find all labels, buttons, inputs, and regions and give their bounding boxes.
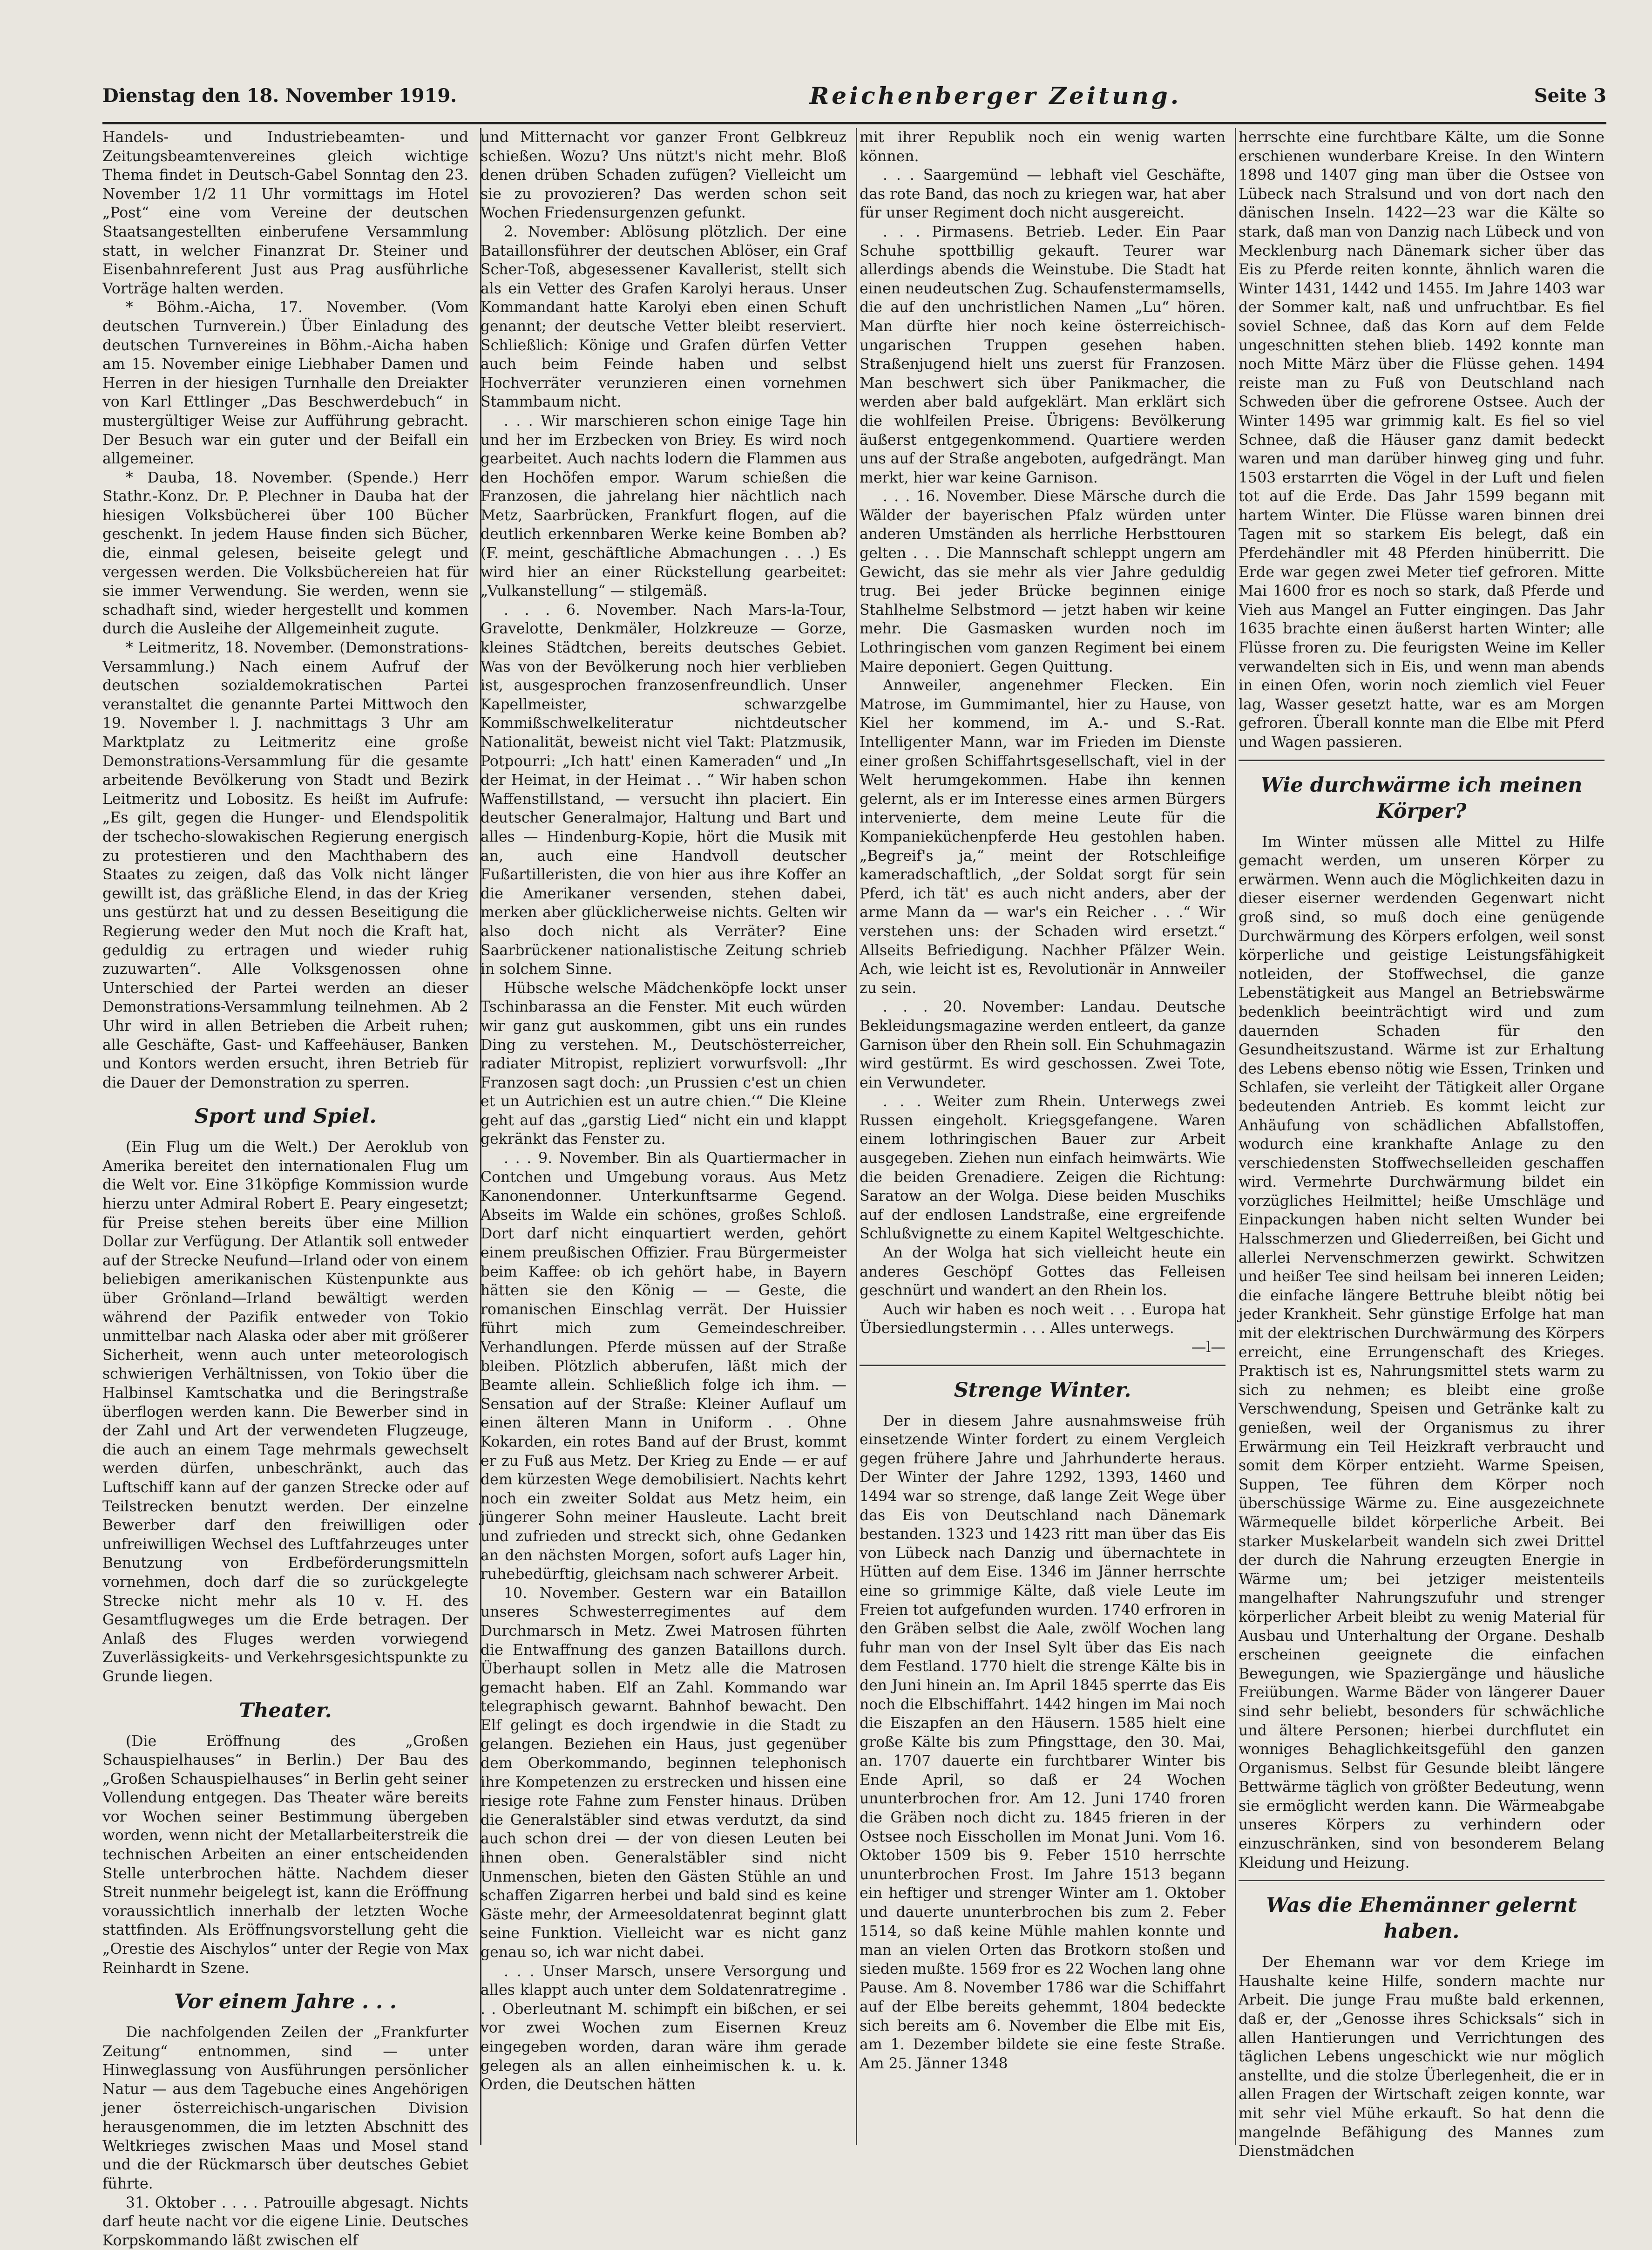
article-paragraph: . . . Saargemünd — lebhaft viel Geschäfte, das rote Band, das noch zu kriegen war, hat aber für unser Regiment doch nicht ausgereicht. [860, 167, 1225, 222]
article-paragraph: 10. November. Gestern war ein Bataillon unseres Schwesterregimentes auf dem Durchmarsch in Metz. Zwei Matrosen führten die Entwaffnung des ganzen Bataillons durch. Überhaupt sollen in Metz alle die Matrosen gemacht haben. Elf an Zahl. Kommando war telegraphisch gewarnt. Bahnhof bewacht. Den Elf gelingt es doch irgendwie in die Stadt zu gelangen. Beziehen ein Haus, just gegenüber dem Oberkommando, beginnen telephonisch ihre Kompetenzen zu erstrecken und hissen eine riesige rote Fahne zum Fenster hinaus. Drüben die Generalstäbler sind etwas verdutzt, da sind auch schon drei — der von diesen Leuten bei ihnen oben. Generalstäbler sind nicht Unmenschen, bieten den Gästen Stühle an und schaffen Zigarren herbei und bald sind es keine Gäste mehr, der Armeesoldatenrat beginnt glatt seine Funktion. Vielleicht war es nicht ganz genau so, ich war nicht dabei. [481, 1584, 846, 1961]
column-4 [1239, 128, 1605, 2160]
article-paragraph: . . . 20. November: Landau. Deutsche Bekleidungsmagazine werden entleert, da ganze Garnison über den Rhein soll. Ein Schuhmagazin wird gestürmt. Es wird geschossen. Zwei Tote, ein Verwundeter. [860, 999, 1225, 1091]
article-paragraph: . . . Pirmasens. Betrieb. Leder. Ein Paar Schuhe spottbillig gekauft. Teurer war allerdings abends die Weinstube. Die Stadt hat einen neudeutschen Zug. Schaufenstermamsells, die auf den unchristlichen Namen „Lu“ hören. Man dürfte hier noch keine österreichisch-ungarischen Truppen gesehen haben. Straßenjugend hielt uns zuerst für Franzosen. Man beschwert sich über Panikmacher, die werden aber bald aufgeklärt. Man erklärt sich die wohlfeilen Preise. Übrigens: Bevölkerung äußerst entgegenkommend. Quartiere werden uns auf der Straße angeboten, aufgedrängt. Man merkt, hier war keine Garnison. [860, 223, 1225, 486]
issue-date: Dienstag den 18. November 1919. [102, 84, 457, 107]
article-paragraph: . . . Weiter zum Rhein. Unterwegs zwei Russen eingeholt. Kriegsgefangene. Waren einem lothringischen Bauer zur Arbeit ausgegeben. Ziehen nun einfach heimwärts. Wie die beiden Grenadiere. Zeigen die Richtung: Saratow an der Wolga. Diese beiden Muschiks auf der endlosen Landstraße, eine ergreifende Schlußvignette zu einem Kapitel Weltgeschichte. [860, 1093, 1225, 1243]
article-paragraph: Der in diesem Jahre ausnahmsweise früh einsetzende Winter fordert zu einem Vergleich gegen frühere Jahre und Jahrhunderte heraus. Der Winter der Jahre 1292, 1393, 1460 und 1494 war so strenge, daß lange Zeit Wege über das Eis von Deutschland nach Dänemark bestanden. 1323 und 1423 ritt man über das Eis von Lübeck nach Danzig und übernachtete in Hütten auf dem Eise. 1346 im Jänner herrschte eine so grimmige Kälte, daß viele Leute im Freien tot aufgefunden wurden. 1740 erfroren in den Gräben selbst die Aale, zwölf Wochen lang fuhr man von der Insel Sylt über das Eis nach dem Festland. 1770 hielt die strenge Kälte bis in den Juni hinein an. Im April 1845 sperrte das Eis noch die Elbschiffahrt. 1442 hingen im Mai noch die Eiszapfen an den Häusern. 1585 hielt eine große Kälte bis zum Pfingsttage, den 30. Mai, an. 1707 dauerte ein furchtbarer Winter bis Ende April, so daß er 24 Wochen ununterbrochen fror. Am 12. Juni 1740 froren die Gräben noch dicht zu. 1845 frieren in der Ostsee noch Eisschollen im Monat Juni. Vom 16. Oktober 1509 bis 9. Feber 1510 herrschte ununterbrochen Frost. Im Jahre 1513 begann ein heftiger und strenger Winter am 1. Oktober und dauerte ununterbrochen bis zum 2. Feber 1514, so daß keine Mühle mahlen konnte und man an vielen Orten das Brotkorn stoßen und sieden mußte. 1569 fror es 22 Wochen lang ohne Pause. Am 8. November 1786 war die Schiffahrt auf der Elbe bereits gehemmt, 1804 bedeckte sich bereits am 6. November die Elbe mit Eis, am 1. Dezember bildete sie eine feste Straße. Am 25. Jänner 1348 [860, 1412, 1225, 2072]
article-paragraph: Annweiler, angenehmer Flecken. Ein Matrose, im Gummimantel, hier zu Hause, von Kiel her kommend, im A.- und S.-Rat. Intelligenter Mann, war im Frieden im Dienste einer großen Schiffahrtsgesellschaft, viel in der Welt herumgekommen. Habe ihn kennen gelernt, als er im Interesse eines armen Bürgers intervenierte, dem meine Leute für die Kompanieküchenpferde Heu gestohlen haben. „Begreif's ja,“ meint der Rotschleifige kameradschaftlich, „der Soldat sorgt für sein Pferd, ich tät' es auch nicht anders, aber der arme Mann da — war's ein Reicher . . .“ Wir verstehen uns: der Schaden wird ersetzt.“ Allseits Befriedigung. Nachher Pfälzer Wein. Ach, wie leicht ist es, Revolutionär in Annweiler zu sein. [860, 677, 1225, 997]
section-heading: Vor einem Jahre . . . [174, 1990, 397, 2014]
article-paragraph: . . . 6. November. Nach Mars-la-Tour, Gravelotte, Denkmäler, Holzkreuze — Gorze, kleines Städtchen, bereits deutsches Gebiet. Was von der Bevölkerung noch hier verblieben ist, ausgesprochen franzosenfreundlich. Unser Kapellmeister, schwarzgelbe Kommißschwelkeliteratur nichtdeutscher Nationalität, beweist nicht viel Takt: Platzmusik, Potpourri: „Ich hatt' einen Kameraden“ und „In der Heimat, in der Heimat . . “ Wir haben schon Waffenstillstand, — versucht ihn placiert. Ein deutscher Generalmajor, Haltung und Bart und alles — Hindenburg-Kopie, hört die Musik mit an, auch eine Handvoll deutscher Fußartilleristen, die von hier aus ihre Koffer an die Amerikaner versenden, stehen dabei, merken aber glücklicherweise nichts. Gelten wir also doch nicht als Verräter? Eine Saarbrückener nationalistische Zeitung schrieb in solchem Sinne. [481, 601, 846, 978]
article-paragraph: und Mitternacht vor ganzer Front Gelbkreuz schießen. Wozu? Uns nützt's nicht mehr. Bloß denen drüben Schaden zufügen? Vielleicht um sie zu provozieren? Das werden schon seit Wochen Friedensurgenzen gefunkt. [481, 129, 846, 222]
article-paragraph: herrschte eine furchtbare Kälte, um die Sonne erschienen wunderbare Kreise. In den Wintern 1898 und 1407 ging man über die Ostsee von Lübeck nach Stralsund und von dort nach den dänischen Inseln. 1422—23 war die Kälte so stark, daß man von Danzig nach Lübeck und von Mecklenburg nach Dänemark sicher über das Eis zu Pferde reiten konnte, ähnlich waren die Winter 1431, 1442 und 1455. Im Jahre 1403 war der Sommer kalt, naß und unfruchtbar. Es fiel soviel Schnee, daß das Korn auf dem Felde ungeschnitten stehen blieb. 1492 konnte man noch Mitte März über die Flüsse gehen. 1494 reiste man zu Fuß von Deutschland nach Schweden über die gefrorene Ostsee. Auch der Winter 1495 war grimmig kalt. Es fiel so viel Schnee, daß die Häuser ganz damit bedeckt waren und man darüber hinweg ging und fuhr. 1503 erstarrten die Vögel in der Luft und fielen tot auf die Erde. Das Jahr 1599 begann mit hartem Winter. Die Flüsse waren binnen drei Tagen mit so starkem Eis belegt, daß ein Pferdehändler mit 48 Pferden hinüberritt. Die Erde war gegen zwei Meter tief gefroren. Mitte Mai 1600 fror es noch so stark, daß Pferde und Vieh aus Mangel an Futter eingingen. Das Jahr 1635 brachte einen äußerst harten Winter; alle Flüsse froren zu. Die feurigsten Weine im Keller verwandelten sich in Eis, und wenn man abends in einen Ofen, worin noch ziemlich viel Feuer lag, Wasser gesetzt hatte, war es am Morgen gefroren. Überall konnte man die Elbe mit Pferd und Wagen passieren. [1239, 129, 1605, 751]
article-paragraph: 2. November: Ablösung plötzlich. Der eine Bataillonsführer der deutschen Ablöser, ein Graf Scher-Toß, abgesessener Kavallerist, stellt sich als ein Vetter des Grafen Karolyi heraus. Unser Kommandant hatte Karolyi eben einen Schuft genannt; der deutsche Vetter bleibt reserviert. Schließlich: Könige und Grafen dürfen Vetter auch beim Feinde haben und selbst Hochverräter verunzieren einen vornehmen Stammbaum nicht. [481, 223, 846, 411]
page-number: Seite 3 [1534, 84, 1606, 107]
section-heading: Theater. [239, 1699, 332, 1722]
article-paragraph: Handels- und Industriebeamten- und Zeitungsbeamtenvereines gleich wichtige Thema findet in Deutsch-Gabel Sonntag den 23. November 1/2 11 Uhr vormittags im Hotel „Post“ eine vom Vereine der deutschen Staatsangestellten einberufene Versammlung statt, in welcher Finanzrat Dr. Steiner und Eisenbahnreferent Just aus Prag ausführliche Vorträge halten werden. [102, 129, 468, 297]
newspaper-name: Reichenberger Zeitung. [809, 82, 1182, 109]
article-paragraph: * Dauba, 18. November. (Spende.) Herr Stathr.-Konz. Dr. P. Plechner in Dauba hat der hiesigen Volksbücherei über 100 Bücher geschenkt. In jedem Hause finden sich Bücher, die, einmal gelesen, beiseite gelegt und vergessen werden. Die Volksbüchereien hat für sie immer Verwendung. Sie werden, wenn sie schadhaft sind, wieder hergestellt und kommen durch die Ausleihe der Allgemeinheit zugute. [102, 469, 468, 638]
section-heading: Wie durchwärme ich meinen Körper? [1260, 773, 1583, 823]
article-paragraph: 31. Oktober . . . . Patrouille abgesagt. Nichts darf heute nacht vor die eigene Linie. Deutsches Korpskommando läßt zwischen elf [102, 2194, 468, 2249]
article-paragraph: . . . 16. November. Diese Märsche durch die Wälder der bayerischen Pfalz würden unter anderen Umständen als herrliche Herbsttouren gelten . . . Die Mannschaft schleppt ungern am Gewicht, das sie mehr als vier Jahre geduldig trug. Bei jeder Brücke beginnen einige Stahlhelme Selbstmord — jetzt haben wir keine mehr. Die Gasmasken wurden noch im Lothringischen vom ganzen Regiment bei einem Maire deponiert. Gegen Quittung. [860, 488, 1225, 675]
article-paragraph: * Leitmeritz, 18. November. (Demonstrations-Versammlung.) Nach einem Aufruf der deutschen sozialdemokratischen Partei veranstaltet die genannte Partei Mittwoch den 19. November l. J. nachmittags 3 Uhr am Marktplatz zu Leitmeritz eine große Demonstrations-Versammlung für die gesamte arbeitende Bevölkerung von Stadt und Bezirk Leitmeritz und Lobositz. Es heißt im Aufrufe: „Es gilt, gegen die Hunger- und Elendspolitik der tschecho-slowakischen Regierung energisch zu protestieren und den Machthabern des Staates zu zeigen, daß das Volk nicht länger gewillt ist, das gräßliche Elend, in das der Krieg uns gestürzt hat und zu dessen Beseitigung die Regierung weder den Mut noch die Kraft hat, geduldig zu ertragen und wieder ruhig zuzuwarten“. Alle Volksgenossen ohne Unterschied der Partei werden an dieser Demonstrations-Versammlung teilnehmen. Ab 2 Uhr wird in allen Betrieben die Arbeit ruhen; alle Geschäfte, Gast- und Kaffeehäuser, Banken und Kontors werden ersucht, ihren Betrieb für die Dauer der Demonstration zu sperren. [102, 639, 468, 1091]
article-paragraph: mit ihrer Republik noch ein wenig warten können. [860, 129, 1225, 165]
article-paragraph: Auch wir haben es noch weit . . . Europa hat Übersiedlungstermin . . . Alles unterwegs. [860, 1301, 1225, 1337]
header-rule [102, 122, 1606, 124]
article-paragraph: Die nachfolgenden Zeilen der „Frankfurter Zeitung“ entnommen, sind — unter Hinweglassung von Ausführungen persönlicher Natur — aus dem Tagebuche eines Angehörigen jener österreichisch-ungarischen Division herausgenommen, die im letzten Abschnitt des Weltkrieges zwischen Maas und Mosel stand und die der Rückmarsch über deutsches Gebiet führte. [102, 2024, 468, 2192]
article-paragraph: Im Winter müssen alle Mittel zu Hilfe gemacht werden, um unseren Körper zu erwärmen. Wenn auch die Möglichkeiten dazu in dieser eiserner werdenden Gegenwart nicht groß sind, so muß doch eine genügende Durchwärmung des Körpers erfolgen, weil sonst körperliche und geistige Leistungsfähigkeit notleiden, der Stoffwechsel, die ganze Lebenstätigkeit aus Mangel an Betriebswärme bedenklich beeinträchtigt wird und zum dauernden Schaden für den Gesundheitszustand. Wärme ist zur Erhaltung des Lebens ebenso nötig wie Essen, Trinken und Schlafen, sie verleiht der Tätigkeit aller Organe bedeutenden Antrieb. Es kommt leicht zur Anhäufung von schädlichen Abfallstoffen, wodurch eine krankhafte Anlage zu den verschiedensten Stoffwechselleiden geschaffen wird. Vermehrte Durchwärmung bildet ein vorzügliches Heilmittel; heiße Umschläge und Einpackungen haben nicht selten Wunder bei Halsschmerzen und Gliederreißen, bei Gicht und allerlei Nervenschmerzen gewirkt. Schwitzen und heißer Tee sind heilsam bei inneren Leiden; die einfache längere Bettruhe bleibt nötig bei jeder Krankheit. Sehr günstige Erfolge hat man mit der elektrischen Durchwärmung des Körpers erreicht, eine Errungenschaft des Krieges. Praktisch ist es, Nahrungsmittel stets warm zu sich zu nehmen; es bleibt eine große Verschwendung, Speisen und Getränke kalt zu genießen, weil der Organismus zu ihrer Erwärmung ein Teil Heizkraft verbraucht und somit dem Körper entzieht. Warme Speisen, Suppen, Tee führen dem Körper noch überschüssige Wärme zu. Eine ausgezeichnete Wärmequelle bildet körperliche Arbeit. Bei starker Muskelarbeit wandeln sich zwei Drittel der durch die Nahrung erzeugten Energie in Wärme um; bei jetziger meistenteils mangelhafter Nahrungszufuhr und strenger körperlicher Arbeit bleibt zu wenig Material für Ausbau und Unterhaltung der Organe. Deshalb erscheinen geeignete die einfachen Bewegungen, wie Spaziergänge und häusliche Freiübungen. Warme Bäder von längerer Dauer sind sehr beliebt, besonders für schwächliche und ältere Personen; hierbei durchflutet ein wonniges Behaglichkeitsgefühl den ganzen Organismus. Selbst für Gesunde bleibt längere Bettwärme täglich von größter Bedeutung, wenn sie ermöglicht werden kann. Die Wärmeabgabe unseres Körpers zu verhindern oder einzuschränken, sind von besonderem Belang Kleidung und Heizung. [1239, 833, 1605, 1871]
article-paragraph: (Ein Flug um die Welt.) Der Aeroklub von Amerika bereitet den internationalen Flug um die Welt vor. Eine 31köpfige Kommission wurde hierzu unter Admiral Robert E. Peary eingesetzt; für Preise stehen bereits über eine Million Dollar zur Verfügung. Der Atlantik soll entweder auf der Strecke Neufund—Irland oder von einem beliebigen amerikanischen Küstenpunkte aus über Grönland—Irland bewältigt werden während der Pazifik entweder von Tokio unmittelbar nach Alaska oder aber mit größerer Sicherheit, wenn auch unter meteorologisch schwierigen Verhältnissen, von Tokio über die Halbinsel Kamtschatka und die Beringstraße überflogen werden kann. Die Bewerber sind in der Zahl und Art der verwendeten Flugzeuge, die auch an einem Tage mehrmals gewechselt werden dürfen, unbeschränkt, auch das Luftschiff kann auf der ganzen Strecke oder auf Teilstrecken benutzt werden. Der einzelne Bewerber darf den freiwilligen oder unfreiwilligen Wechsel des Luftfahrzeuges unter Benutzung von Erdbeförderungsmitteln vornehmen, doch darf die so zurückgelegte Strecke nicht mehr als 10 v. H. des Gesamtflugweges um die Erde betragen. Der Anlaß des Fluges werden vorwiegend Zuverlässigkeits- und Verkehrsgesichtspunkte zu Grunde liegen. [102, 1139, 468, 1685]
column-2 [481, 128, 846, 2145]
article-paragraph: (Die Eröffnung des „Großen Schauspielhauses“ in Berlin.) Der Bau des „Großen Schauspielhauses“ in Berlin geht seiner Vollendung entgegen. Das Theater wäre bereits vor Wochen seiner Bestimmung übergeben worden, wenn nicht der Metallarbeiterstreik die technischen Arbeiten an einer entscheidenden Stelle unterbrochen hätte. Nachdem dieser Streit nunmehr beigelegt ist, kann die Eröffnung voraussichtlich innerhalb der letzten Woche stattfinden. Als Eröffnungsvorstellung geht die „Orestie des Aischylos“ unter der Regie von Max Reinhardt in Szene. [102, 1733, 468, 1977]
section-divider [860, 1365, 1225, 1366]
section-divider [1239, 1880, 1605, 1881]
article-paragraph: Der Ehemann war vor dem Kriege im Haushalte keine Hilfe, sondern machte nur Arbeit. Die junge Frau mußte bald erkennen, daß er, der „Genosse ihres Schicksals“ sich in allen Hantierungen und Verrichtungen des täglichen Lebens ungeschickt wie nur möglich anstellte, und die stolze Überlegenheit, die er in allen Fragen der Wirtschaft zeigen konnte, war mit sehr viel Mühe erkauft. So hat denn die mangelnde Befähigung des Mannes zum Dienstmädchen [1239, 1954, 1605, 2160]
author-signature: —l— [1191, 1339, 1225, 1356]
article-paragraph: An der Wolga hat sich vielleicht heute ein anderes Geschöpf Gottes das Felleisen geschnürt und wandert an den Rhein los. [860, 1244, 1225, 1299]
column-divider [856, 128, 857, 2145]
column-divider [1235, 128, 1236, 2145]
section-heading: Strenge Winter. [954, 1378, 1131, 1402]
section-divider [1239, 760, 1605, 761]
section-heading: Sport und Spiel. [194, 1105, 377, 1128]
article-paragraph: . . . Wir marschieren schon einige Tage hin und her im Erzbecken von Briey. Es wird noch gearbeitet. Auch nachts lodern die Flammen aus den Hochöfen empor. Warum schießen die Franzosen, die jahrelang hier nächtlich nach Metz, Saarbrücken, Frankfurt flogen, auf die deutlich erkennbaren Werke keine Bomben ab? (F. meint, geschäftliche Abmachungen . . .) Es wird hier an einer Rückstellung gearbeitet: „Vulkanstellung“ — stilgemäß. [481, 412, 846, 600]
section-heading: Was die Ehemänner gelernt haben. [1266, 1894, 1577, 1944]
column-1 [102, 128, 468, 2249]
article-paragraph: Hübsche welsche Mädchenköpfe lockt unser Tschinbarassa an die Fenster. Mit euch würden wir ganz gut auskommen, gibt uns ein rundes Ding zu verstehen. M., Deutschösterreicher, radiater Mitropist, repliziert vorwurfsvoll: „Ihr Franzosen sagt doch: ‚un Prussien c'est un chien et un Autrichien est un autre chien.‘“ Die Kleine geht auf das „garstig Lied“ nicht ein und klappt gekränkt das Fenster zu. [481, 979, 846, 1148]
article-paragraph: . . . 9. November. Bin als Quartiermacher in Contchen und Umgebung voraus. Aus Metz Kanonendonner. Unterkunftsarme Gegend. Abseits im Walde ein schönes, großes Schloß. Dort darf nicht einquartiert werden, gehört einem preußischen Offizier. Frau Bürgermeister beim Kaffee: ob ich gehört habe, in Bayern hätten sie den König — — Geste, die romanischen Einschlag verrät. Der Huissier führt mich zum Gemeindeschreiber. Verhandlungen. Pferde müssen auf der Straße bleiben. Plötzlich abberufen, läßt mich der Beamte allein. Schließlich folge ich ihm. — Sensation auf der Straße: Kleiner Auflauf um einen älteren Mann in Uniform . . Ohne Kokarden, ein rotes Band auf der Brust, kommt er zu Fuß aus Metz. Der Krieg zu Ende — er auf dem kürzesten Wege demobilisiert. Nachts kehrt noch ein zweiter Soldat aus Metz heim, ein jüngerer Sohn meiner Hausleute. Lacht breit und zufrieden und streckt sich, ohne Gedanken an den nächsten Morgen, sofort aufs Lager hin, ruhebedürftig, gleichsam nach schwerer Arbeit. [481, 1150, 846, 1583]
masthead [102, 79, 1606, 112]
article-paragraph: . . . Unser Marsch, unsere Versorgung und alles klappt auch unter dem Soldatenratregime . . . Oberleutnant M. schimpft ein bißchen, er sei vor zwei Wochen zum Eisernen Kreuz eingegeben worden, daran wäre ihm gerade gelegen als an allen einheimischen k. u. k. Orden, die Deutschen hätten [481, 1963, 846, 2094]
article-paragraph: * Böhm.-Aicha, 17. November. (Vom deutschen Turnverein.) Über Einladung des deutschen Turnvereines in Böhm.-Aicha haben am 15. November einige Liebhaber Damen und Herren in der hiesigen Turnhalle den Dreiakter von Karl Ettlinger „Das Beschwerdebuch“ in mustergültiger Weise zur Aufführung gebracht. Der Besuch war ein guter und der Beifall ein allgemeiner. [102, 299, 468, 468]
column-3 [860, 128, 1225, 2145]
